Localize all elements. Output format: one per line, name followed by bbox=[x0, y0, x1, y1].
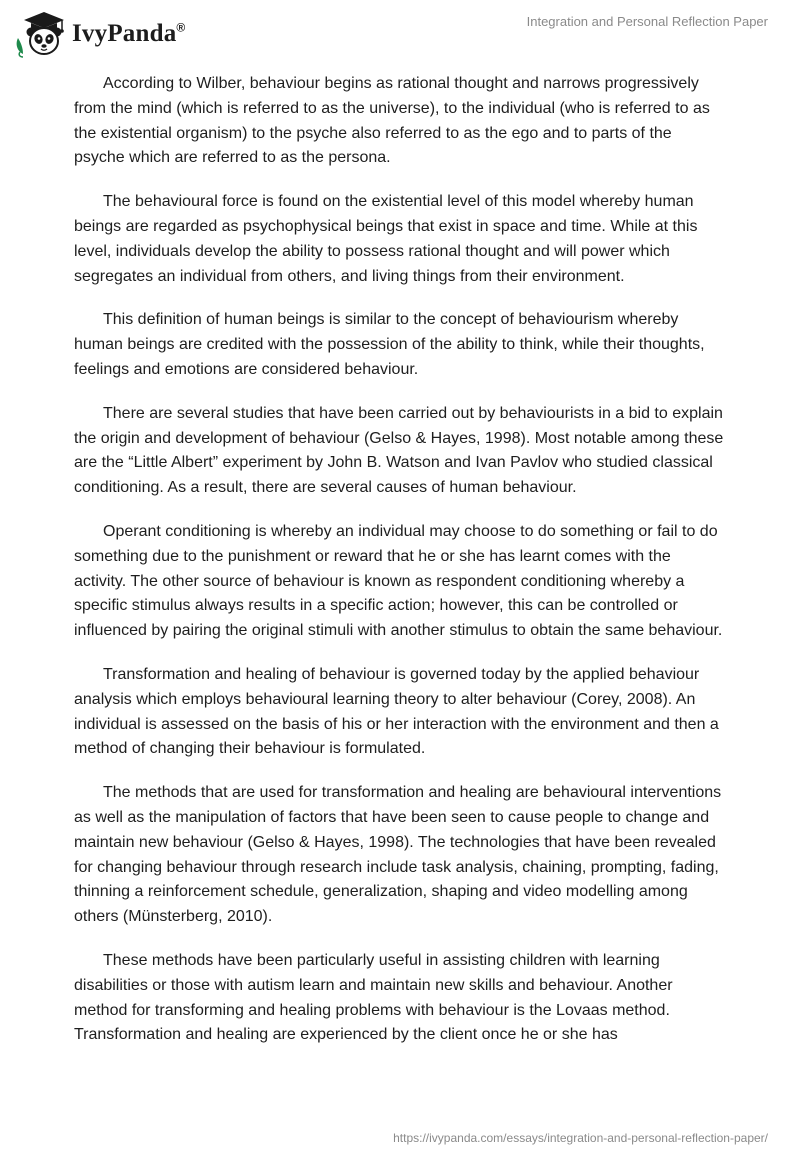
paragraph: There are several studies that have been carried out by behaviourists in a bid to explain the origin and development of behaviour (Gelso & Hayes, 1998). Most notable among these are the “Little Albert” experiment by John B. Watson and Ivan Pavlov who studied classical conditioning. As a result, there are several causes of human behaviour. bbox=[74, 404, 724, 497]
essay-body bbox=[74, 72, 726, 1067]
ivypanda-logo[interactable] bbox=[14, 8, 185, 58]
brand-name: IvyPanda® bbox=[72, 20, 186, 47]
panda-graduation-cap-icon bbox=[14, 8, 66, 58]
paragraph: The methods that are used for transformation and healing are behavioural interventions as well as the manipulation of factors that have been seen to cause people to change and maintain new behaviour (Gelso & Hayes, 1998). The technologies that have been revealed for changing behaviour through research include task analysis, chaining, prompting, fading, thinning a reinforcement schedule, generalization, shaping and video modelling among others (Münsterberg, 2010). bbox=[74, 784, 722, 926]
paragraph: The behavioural force is found on the existential level of this model whereby human beings are regarded as psychophysical beings that exist in space and time. While at this level, individuals develop the ability to possess rational thought and will power which segregates an individual from others, and living things from their environment. bbox=[74, 193, 698, 285]
source-url[interactable]: https://ivypanda.com/essays/integration-and-personal-reflection-paper/ bbox=[393, 1131, 768, 1145]
paragraph: These methods have been particularly useful in assisting children with learning disabilities or those with autism learn and maintain new skills and behaviour. Another method for transforming and healing problems with behaviour is the Lovaas method. Transformation and healing are experienced by the client once he or she has bbox=[74, 951, 673, 1044]
registered-mark: ® bbox=[176, 20, 186, 35]
paragraph: This definition of human beings is similar to the concept of behaviourism whereby human beings are credited with the possession of the ability to think, while their thoughts, feelings and emotions are considered behaviour. bbox=[74, 311, 705, 378]
document-title: Integration and Personal Reflection Paper bbox=[526, 14, 768, 29]
paragraph: Transformation and healing of behaviour is governed today by the applied behaviour analysis which employs behavioural learning theory to alter behaviour (Corey, 2008). An individual is assessed on the basis of his or her interaction with the environment and then a method of changing their behaviour is formulated. bbox=[74, 665, 719, 758]
page-header bbox=[0, 0, 800, 70]
paragraph: According to Wilber, behaviour begins as rational thought and narrows progressively from the mind (which is referred to as the universe), to the individual (who is referred to as the existential organism) to the psyche also referred to as the ego and to parts of the psyche which are referred to as the persona. bbox=[74, 75, 710, 167]
paragraph: Operant conditioning is whereby an individual may choose to do something or fail to do something due to the punishment or reward that he or she has learnt comes with the activity. The other source of behaviour is known as respondent conditioning whereby a specific stimulus always results in a specific action; however, this can be controlled or influenced by pairing the original stimuli with another stimulus to obtain the same behaviour. bbox=[74, 522, 723, 640]
